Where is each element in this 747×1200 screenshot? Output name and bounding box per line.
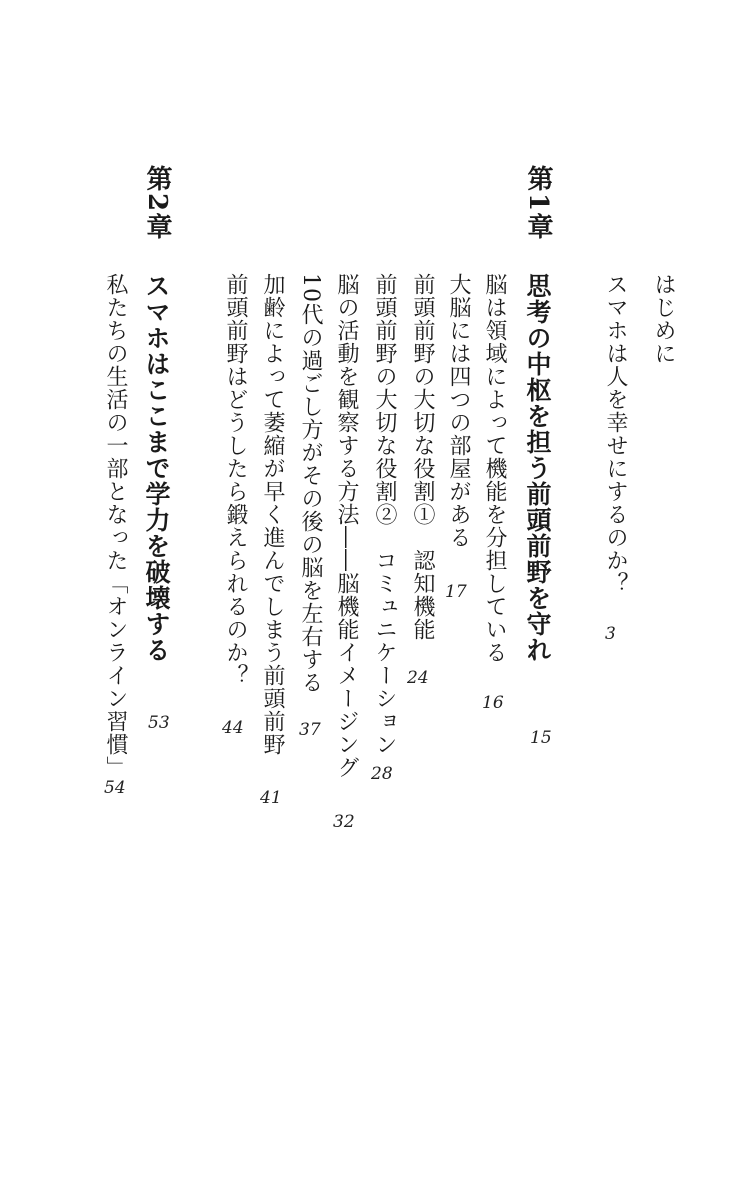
page-number: 16 bbox=[482, 693, 504, 713]
intro-heading: はじめに bbox=[651, 273, 676, 365]
chapter-2-page-number: 53 bbox=[148, 713, 170, 733]
toc-entry[interactable]: 前頭前野の大切な役割② コミュニケーション bbox=[372, 273, 397, 756]
chapter-1-title[interactable]: 思考の中枢を担う前頭前野を守れ bbox=[523, 273, 552, 663]
page-number: 41 bbox=[260, 788, 282, 808]
page-number: 54 bbox=[104, 778, 126, 798]
chapter-2-title[interactable]: スマホはここまで学力を破壊する bbox=[142, 273, 171, 663]
page-number: 32 bbox=[333, 812, 355, 832]
page-number: 28 bbox=[371, 764, 393, 784]
toc-entry-intro[interactable]: スマホは人を幸せにするのか？ bbox=[603, 273, 628, 595]
chapter-1-page-number: 15 bbox=[530, 728, 552, 748]
chapter-1-label: 第1章 bbox=[523, 165, 553, 242]
page-number: 24 bbox=[407, 668, 429, 688]
page-number: 37 bbox=[299, 720, 321, 740]
toc-entry[interactable]: 脳の活動を観察する方法――脳機能イメージング bbox=[334, 273, 359, 779]
toc-entry[interactable]: 前頭前野はどうしたら鍛えられるのか？ bbox=[223, 273, 248, 687]
toc-entry[interactable]: 加齢によって萎縮が早く進んでしまう前頭前野 bbox=[260, 273, 285, 756]
toc-entry[interactable]: 前頭前野の大切な役割① 認知機能 bbox=[410, 273, 435, 641]
page-number: 17 bbox=[445, 582, 467, 602]
page-number: 44 bbox=[222, 718, 244, 738]
page-number: 3 bbox=[605, 624, 616, 644]
toc-entry[interactable]: 10代の過ごし方がその後の脳を左右する bbox=[298, 273, 323, 694]
toc-entry[interactable]: 脳は領域によって機能を分担している bbox=[482, 273, 507, 664]
toc-entry[interactable]: 大脳には四つの部屋がある bbox=[446, 273, 471, 549]
toc-entry[interactable]: 私たちの生活の一部となった「オンライン習慣」 bbox=[103, 273, 128, 779]
chapter-2-label: 第2章 bbox=[142, 165, 172, 242]
